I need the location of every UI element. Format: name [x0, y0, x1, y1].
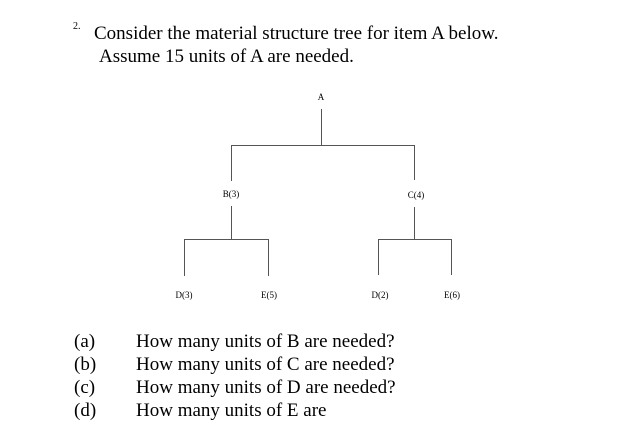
- question-d: [74, 399, 396, 422]
- question-c-label: (c): [74, 377, 96, 398]
- question-d-label: (d): [74, 400, 97, 421]
- question-c-text: How many units of D are needed?: [136, 377, 396, 398]
- question-d-text: How many units of E are: [136, 400, 327, 421]
- tree-node-b: B(3): [222, 189, 240, 199]
- tree-node-d-under-c: D(2): [371, 290, 389, 300]
- question-a-label: (a): [74, 331, 96, 352]
- question-a-text: How many units of B are needed?: [136, 331, 395, 352]
- problem-statement-line-2: Assume 15 units of A are needed.: [99, 46, 354, 67]
- question-b-text: How many units of C are needed?: [136, 354, 395, 375]
- tree-nodes: [176, 92, 461, 300]
- question-b-label: (b): [74, 354, 97, 375]
- question-c: [74, 376, 396, 399]
- question-list: [74, 330, 396, 422]
- question-b: [74, 353, 396, 376]
- tree-node-c: C(4): [407, 190, 425, 200]
- tree-node-a: A: [317, 92, 325, 102]
- problem-number: 2.: [73, 21, 81, 32]
- problem-statement-line-1: Consider the material structure tree for item A below.: [94, 23, 499, 44]
- question-a: [74, 330, 396, 353]
- tree-node-e-under-c: E(6): [444, 290, 460, 300]
- tree-node-e-under-b: E(5): [261, 290, 277, 300]
- tree-node-d-under-b: D(3): [175, 290, 193, 300]
